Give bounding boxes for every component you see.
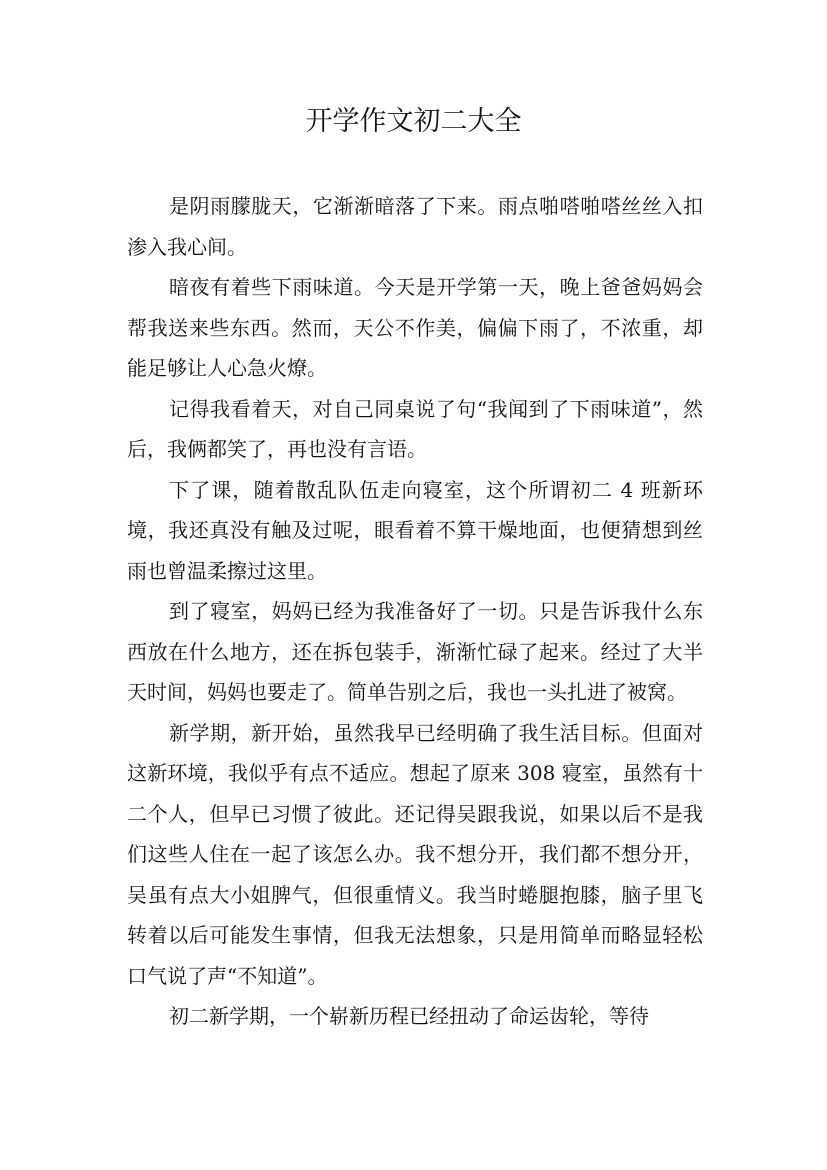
document-title: 开学作文初二大全 xyxy=(305,106,522,137)
paragraph-2: 暗夜有着些下雨味道。今天是开学第一天，晚上爸爸妈妈会帮我送来些东西。然而，天公不作美，偏偏下雨了，不浓重，却能足够让人心急火燎。 xyxy=(127,275,703,380)
document-body xyxy=(127,186,703,1037)
paragraph-1: 是阴雨朦胧天，它渐渐暗落了下来。雨点啪嗒啪嗒丝丝入扣渗入我心间。 xyxy=(127,194,703,259)
paragraph-4: 下了课，随着散乱队伍走向寝室，这个所谓初二 4 班新环境，我还真没有触及过呢，眼看着不算干燥地面，也便猜想到丝雨也曾温柔擦过这里。 xyxy=(127,477,703,583)
paragraph-7: 初二新学期，一个崭新历程已经扭动了命运齿轮，等待 xyxy=(169,1004,649,1028)
paragraph-5: 到了寝室，妈妈已经为我准备好了一切。只是告诉我什么东西放在什么地方，还在拆包装手，渐渐忙碌了起来。经过了大半天时间，妈妈也要走了。简单告别之后，我也一头扎进了被窝。 xyxy=(127,599,703,704)
paragraph-3: 记得我看着天，对自己同桌说了句“我闻到了下雨味道”，然后，我俩都笑了，再也没有言语。 xyxy=(127,396,703,461)
paragraph-6: 新学期，新开始，虽然我早已经明确了我生活目标。但面对这新环境，我似乎有点不适应。想起了原来 308 寝室，虽然有十二个人，但早已习惯了彼此。还记得吴跟我说，如果以后不是我们这些人住在一起了该怎么办。我不想分开，我们都不想分开，吴虽有点大小姐脾气，但很重情义。我当时蜷腿抱膝，脑子里飞转着以后可能发生事情，但我无法想象，只是用简单而略显轻松口气说了声“不知道”。 xyxy=(127,720,703,988)
